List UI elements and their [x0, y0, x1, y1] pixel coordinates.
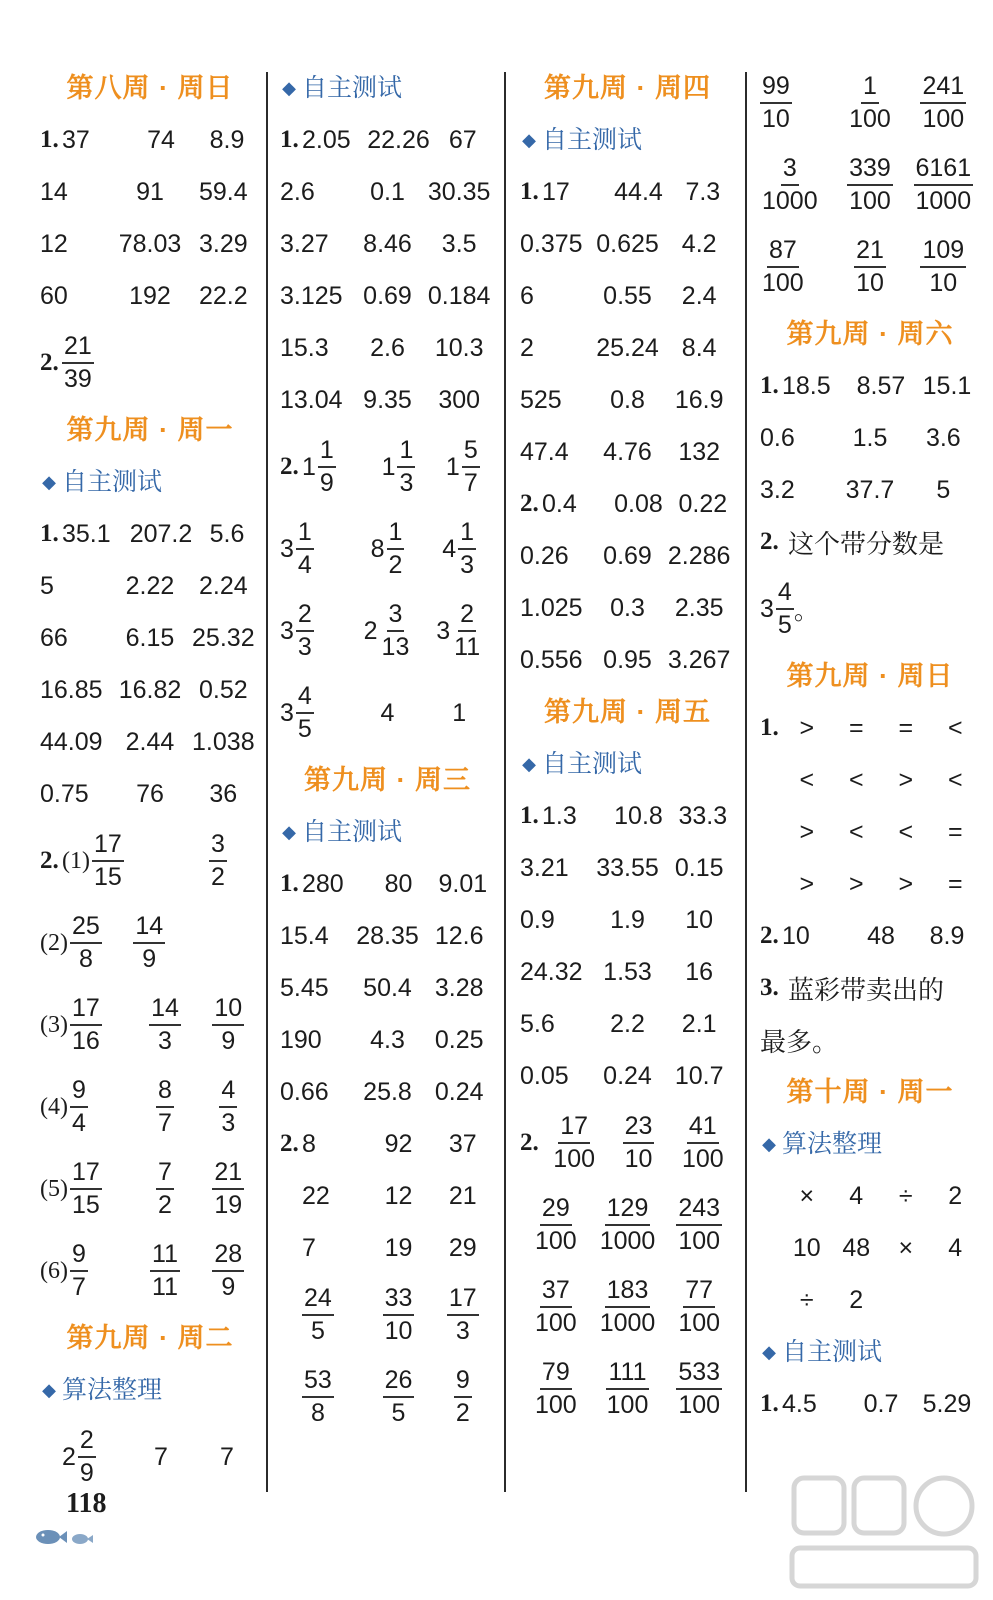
- column-3: [520, 62, 735, 1502]
- answer-row: 3.21 33.55 0.15: [520, 853, 724, 882]
- text-row: 最多。: [760, 1026, 839, 1057]
- section-heading: 第九周 · 周日: [786, 661, 954, 691]
- answer-row: 3.27 8.46 3.5: [280, 229, 477, 258]
- mixed-number: 8 $\frac{1}{2}$: [370, 518, 403, 579]
- answer-row: 0.9 1.9 10: [520, 905, 714, 934]
- answer-row: 12 78.03 3.29: [40, 229, 248, 258]
- answer-row: 5.6 2.2 2.1: [520, 1009, 717, 1038]
- fraction-row: (3) $\frac{17}{16}$ $\frac{14}{3}$ $\frac{10}{9}$: [40, 994, 243, 1055]
- text-row: 3. 蓝彩带卖出的: [760, 974, 945, 1005]
- fraction: $\frac{4}{3}$: [221, 1076, 236, 1137]
- fraction: $\frac{17}{15}$: [72, 1158, 100, 1219]
- fraction: $\frac{25}{8}$: [72, 912, 100, 973]
- fraction: $\frac{29}{100}$: [534, 1194, 577, 1255]
- column-divider: [745, 72, 747, 1492]
- section-heading: 第九周 · 周三: [304, 765, 471, 795]
- answer-row: 1. 4.5 0.7 5.29: [760, 1389, 972, 1418]
- mixed-number: 3 $\frac{1}{4}$: [280, 518, 312, 579]
- fraction-row: 3 $\frac{4}{5}$ 。: [760, 578, 819, 639]
- answer-row: 10 48 × 4: [792, 1233, 963, 1262]
- answer-row: < < > <: [799, 765, 963, 794]
- answer-row: 2 25.24 8.4: [520, 333, 717, 362]
- fraction: $\frac{9}{2}$: [455, 1366, 470, 1427]
- fraction: $\frac{8}{7}$: [158, 1076, 172, 1137]
- fraction: $\frac{17}{3}$: [448, 1284, 477, 1345]
- mixed-number: 1 $\frac{1}{3}$: [381, 436, 414, 497]
- fraction: $\frac{11}{11}$: [152, 1240, 178, 1301]
- fraction: $\frac{33}{10}$: [384, 1284, 413, 1345]
- column-divider: [266, 72, 268, 1492]
- fraction: $\frac{3}{1000}$: [762, 154, 818, 215]
- fraction: $\frac{24}{5}$: [304, 1284, 332, 1345]
- answer-row: 1. 17 44.4 7.3: [520, 177, 721, 206]
- fraction: $\frac{14}{9}$: [135, 912, 164, 973]
- fraction: $\frac{1}{100}$: [849, 72, 891, 133]
- answer-row: 2. 8 92 37: [280, 1129, 477, 1158]
- mixed-number: 3 $\frac{2}{11}$: [436, 600, 481, 661]
- fraction: $\frac{339}{100}$: [849, 154, 891, 215]
- answer-row: 190 4.3 0.25: [280, 1025, 484, 1054]
- diamond-bullet-icon: ◆: [42, 472, 56, 492]
- answer-row: 0.6 1.5 3.6: [760, 423, 961, 452]
- answer-row: > > > =: [799, 869, 963, 898]
- fraction-row: [520, 1348, 735, 1430]
- fraction: $\frac{17}{16}$: [72, 994, 100, 1055]
- diamond-bullet-icon: ◆: [762, 1342, 776, 1362]
- answer-row: 66 6.15 25.32: [40, 623, 255, 652]
- answer-row: 1. 35.1 207.2 5.6: [40, 519, 245, 548]
- diamond-bullet-icon: ◆: [522, 130, 536, 150]
- fraction: $\frac{7}{2}$: [158, 1158, 172, 1219]
- fraction-row: 2. $\frac{17}{100}$ $\frac{23}{10}$ $\frac{41}{100}$: [520, 1112, 724, 1173]
- subsection-heading: ◆ 自主测试: [280, 62, 495, 114]
- answer-row: > < < =: [799, 817, 963, 846]
- fraction: $\frac{183}{1000}$: [599, 1276, 656, 1337]
- subsection-heading: ◆ 自主测试: [280, 806, 495, 858]
- fraction-row: [520, 1266, 735, 1348]
- fraction: $\frac{10}{9}$: [214, 994, 243, 1055]
- answer-row: 0.26 0.69 2.286: [520, 541, 731, 570]
- answer-row: 15.3 2.6 10.3: [280, 333, 484, 362]
- fraction-row: 3 $\frac{4}{5}$ 4 1: [280, 682, 467, 743]
- fraction: $\frac{87}{100}$: [762, 236, 804, 297]
- fraction-row: 2 $\frac{2}{9}$ 7 7: [62, 1426, 234, 1487]
- answer-row: 3.125 0.69 0.184: [280, 281, 491, 310]
- fraction-row: [760, 144, 980, 226]
- fish-decoration-icon: [34, 1522, 104, 1552]
- answer-row: 16.85 16.82 0.52: [40, 675, 248, 704]
- column-divider: [504, 72, 506, 1492]
- fraction: $\frac{14}{3}$: [151, 994, 179, 1055]
- answer-row: 6 0.55 2.4: [520, 281, 717, 310]
- answer-row: 60 192 22.2: [40, 281, 248, 310]
- mixed-number: 2 $\frac{3}{13}$: [363, 600, 410, 661]
- fraction-row: [760, 62, 980, 144]
- subsection-heading: ◆ 算法整理: [760, 1118, 980, 1170]
- fraction: $\frac{28}{9}$: [214, 1240, 243, 1301]
- fraction-row: (4) $\frac{9}{4}$ $\frac{8}{7}$ $\frac{4}{3}$: [40, 1076, 236, 1137]
- answer-row: 0.05 0.24 10.7: [520, 1061, 724, 1090]
- answer-row: 22 12 21: [302, 1181, 477, 1210]
- section-heading: 第十周 · 周一: [786, 1077, 954, 1107]
- answer-row: 5 2.22 2.24: [40, 571, 248, 600]
- fraction: $\frac{21}{10}$: [856, 236, 884, 297]
- fraction: $\frac{37}{100}$: [534, 1276, 577, 1337]
- answer-row: 24.32 1.53 16: [520, 957, 714, 986]
- fraction: $\frac{533}{100}$: [678, 1358, 721, 1419]
- answer-row: 15.4 28.35 12.6: [280, 921, 484, 950]
- fraction: $\frac{53}{8}$: [304, 1366, 332, 1427]
- answer-row: 0.375 0.625 4.2: [520, 229, 717, 258]
- fraction: $\frac{41}{100}$: [681, 1112, 724, 1173]
- fraction: $\frac{241}{100}$: [922, 72, 965, 133]
- fraction-row: [760, 226, 980, 308]
- diamond-bullet-icon: ◆: [282, 78, 296, 98]
- fraction: $\frac{17}{15}$: [94, 830, 122, 891]
- fraction-row: (6) $\frac{9}{7}$ $\frac{11}{11}$ $\frac{28}{9}$: [40, 1240, 243, 1301]
- answer-row: 525 0.8 16.9: [520, 385, 724, 414]
- answer-row: 0.66 25.8 0.24: [280, 1077, 484, 1106]
- fraction: $\frac{21}{39}$: [64, 332, 92, 393]
- section-heading: 第九周 · 周四: [544, 73, 711, 103]
- answer-row: 0.556 0.95 3.267: [520, 645, 731, 674]
- answer-row: 7 19 29: [302, 1233, 477, 1262]
- mixed-number: 4 $\frac{1}{3}$: [442, 518, 475, 579]
- answer-row: 13.04 9.35 300: [280, 385, 481, 414]
- section-heading: 第九周 · 周六: [786, 319, 954, 349]
- fraction: $\frac{129}{1000}$: [599, 1194, 656, 1255]
- fraction: $\frac{9}{4}$: [72, 1076, 86, 1137]
- fraction-row: [280, 590, 495, 672]
- answer-row: 1. > = = <: [760, 713, 963, 742]
- mixed-number: 3 $\frac{4}{5}$: [760, 578, 792, 639]
- fraction: $\frac{3}{2}$: [211, 830, 225, 891]
- answer-row: 2. 0.4 0.08 0.22: [520, 489, 728, 518]
- mixed-number: 3 $\frac{2}{3}$: [280, 600, 312, 661]
- page-number: 118: [66, 1488, 107, 1519]
- answer-row: 1.025 0.3 2.35: [520, 593, 724, 622]
- fraction: $\frac{99}{10}$: [762, 72, 790, 133]
- fraction: $\frac{26}{5}$: [384, 1366, 413, 1427]
- answer-row: 5.45 50.4 3.28: [280, 973, 484, 1002]
- fraction-row: [280, 1356, 495, 1438]
- fraction-row: [520, 1184, 735, 1266]
- column-1: [40, 62, 260, 1502]
- fraction-row: (5) $\frac{17}{15}$ $\frac{7}{2}$ $\frac{21}{19}$: [40, 1158, 243, 1219]
- section-heading: 第九周 · 周五: [544, 697, 711, 727]
- mixed-number: 1 $\frac{1}{9}$: [302, 436, 334, 497]
- subsection-heading: ◆ 算法整理: [40, 1364, 260, 1416]
- subsection-heading: ◆ 自主测试: [520, 114, 735, 166]
- text-row: 2. 这个带分数是: [760, 528, 945, 559]
- answer-row: 14 91 59.4: [40, 177, 248, 206]
- answer-row: 1. 1.3 10.8 33.3: [520, 801, 728, 830]
- fraction: $\frac{79}{100}$: [534, 1358, 577, 1419]
- answer-row: × 4 ÷ 2: [799, 1181, 963, 1210]
- fraction: $\frac{111}{100}$: [606, 1358, 649, 1419]
- answer-row: ÷ 2: [799, 1285, 864, 1314]
- fraction-row: [280, 1274, 495, 1356]
- answer-row: 3.2 37.7 5: [760, 475, 951, 504]
- fraction: $\frac{109}{10}$: [922, 236, 965, 297]
- section-heading: 第九周 · 周二: [66, 1323, 234, 1353]
- subsection-heading: ◆ 自主测试: [760, 1326, 980, 1378]
- column-2: [280, 62, 495, 1502]
- fraction-row: 2. (1) $\frac{17}{15}$ $\frac{3}{2}$: [40, 830, 225, 891]
- watermark-logo-icon: [784, 1468, 984, 1594]
- fraction-row: [280, 508, 495, 590]
- answer-row: 44.09 2.44 1.038: [40, 727, 255, 756]
- mixed-number: 2 $\frac{2}{9}$: [62, 1426, 94, 1487]
- column-4: [760, 62, 980, 1502]
- subsection-heading: ◆ 自主测试: [40, 456, 260, 508]
- answer-row: 1. 2.05 22.26 67: [280, 125, 477, 154]
- mixed-number: 1 $\frac{5}{7}$: [445, 436, 478, 497]
- section-heading: 第八周 · 周日: [66, 73, 234, 103]
- answer-row: 1. 18.5 8.57 15.1: [760, 371, 972, 400]
- answer-row: 0.75 76 36: [40, 779, 238, 808]
- fraction-row: (2) $\frac{25}{8}$ $\frac{14}{9}$: [40, 912, 164, 973]
- fraction: $\frac{243}{100}$: [678, 1194, 721, 1255]
- fraction-row: 2. $\frac{21}{39}$: [40, 332, 92, 393]
- subsection-heading: ◆ 自主测试: [520, 738, 735, 790]
- answer-row: 1. 37 74 8.9: [40, 125, 245, 154]
- diamond-bullet-icon: ◆: [762, 1134, 776, 1154]
- fraction-row: 2. 1 $\frac{1}{9}$ 1 $\frac{1}{3}$ 1 $\frac{5}{7}$: [280, 436, 478, 497]
- fraction: $\frac{77}{100}$: [678, 1276, 721, 1337]
- fraction: $\frac{17}{100}$: [553, 1112, 596, 1173]
- answer-row: 1. 280 80 9.01: [280, 869, 488, 898]
- fraction: $\frac{9}{7}$: [72, 1240, 86, 1301]
- diamond-bullet-icon: ◆: [282, 822, 296, 842]
- fraction: $\frac{21}{19}$: [214, 1158, 243, 1219]
- answer-row: 2. 10 48 8.9: [760, 921, 965, 950]
- section-heading: 第九周 · 周一: [66, 415, 234, 445]
- diamond-bullet-icon: ◆: [522, 754, 536, 774]
- mixed-number: 3 $\frac{4}{5}$: [280, 682, 312, 743]
- fraction: $\frac{6161}{1000}$: [915, 154, 972, 215]
- fraction: $\frac{23}{10}$: [624, 1112, 653, 1173]
- answer-row: 2.6 0.1 30.35: [280, 177, 491, 206]
- answer-row: 47.4 4.76 132: [520, 437, 721, 466]
- diamond-bullet-icon: ◆: [42, 1380, 56, 1400]
